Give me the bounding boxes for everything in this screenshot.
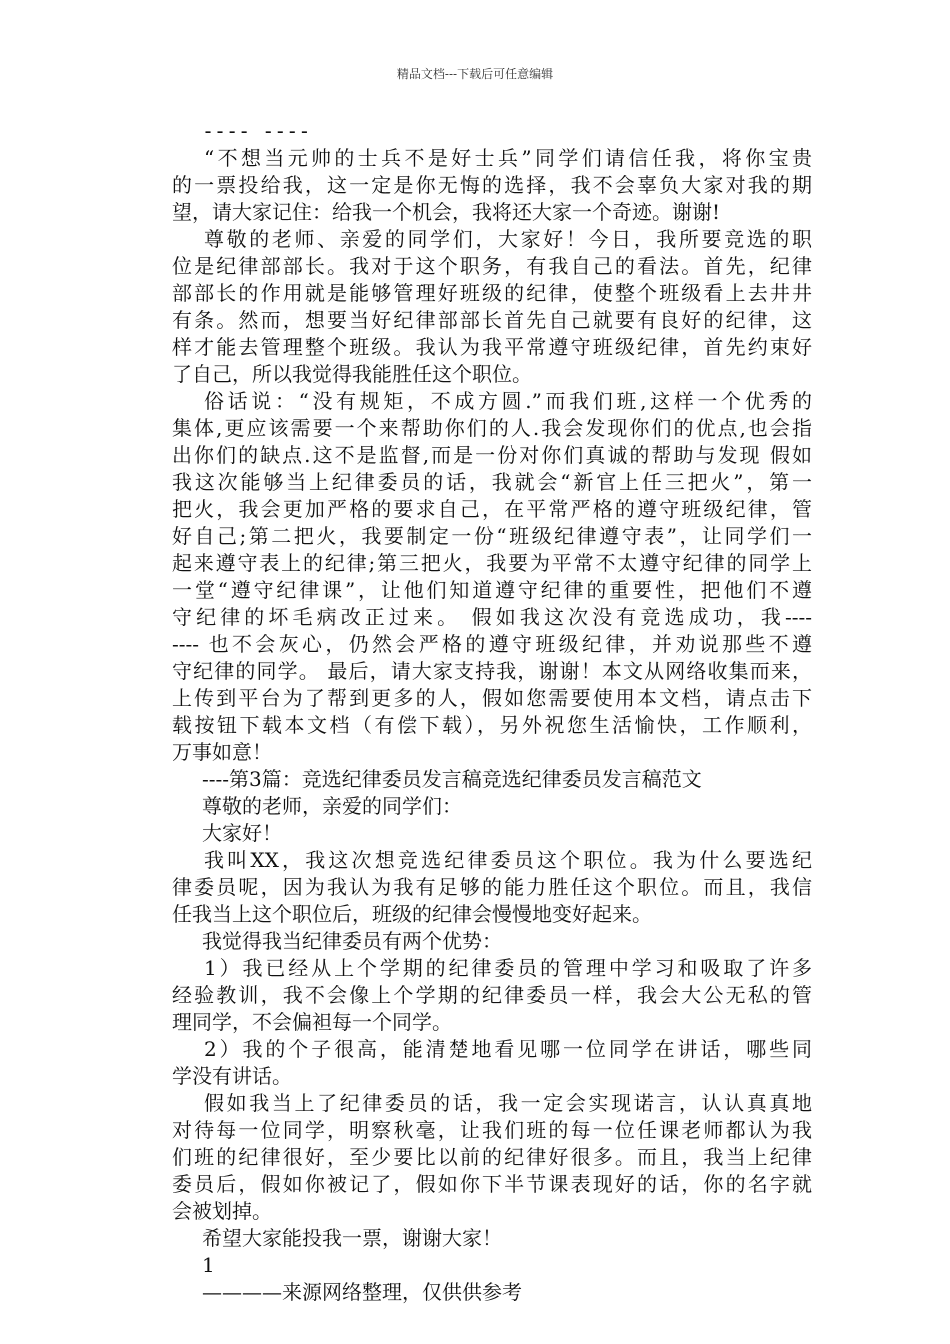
text-line: 我这次能够当上纪律委员的话，我就会“新官上任三把火”，第一	[172, 470, 812, 494]
text-line: 理同学，不会偏袒每一个同学。	[172, 1010, 452, 1034]
text-line: ---- 也不会灰心，仍然会严格的遵守班级纪律，并劝说那些不遵	[172, 632, 812, 656]
text-line: 集体,更应该需要一个来帮助你们的人.我会发现你们的优点,也会指	[172, 416, 812, 440]
text-line: 假如我当上了纪律委员的话，我一定会实现诺言，认认真真地	[204, 1091, 812, 1115]
text-line: 2）我的个子很高，能清楚地看见哪一位同学在讲话，哪些同	[204, 1037, 812, 1061]
separator-line: ---- ----	[202, 119, 311, 143]
text-line: “不想当元帅的士兵不是好士兵”同学们请信任我，将你宝贵	[204, 146, 812, 170]
text-line: 们班的纪律很好，至少要比以前的纪律好很多。而且，我当上纪律	[172, 1145, 812, 1169]
text-line: 载按钮下载本文档（有偿下载），另外祝您生活愉快，工作顺利，	[172, 713, 812, 737]
text-line: 委员后，假如你被记了，假如你下半节课表现好的话，你的名字就	[172, 1172, 812, 1196]
text-line: 律委员呢，因为我认为我有足够的能力胜任这个职位。而且，我信	[172, 875, 812, 899]
text-line: 起来遵守表上的纪律;第三把火，我要为平常不太遵守纪律的同学上	[172, 551, 812, 575]
source-note: ————来源网络整理，仅供供参考	[202, 1280, 522, 1304]
text-line: 的一票投给我，这一定是你无悔的选择，我不会辜负大家对我的期	[172, 173, 812, 197]
page-number: 1	[202, 1253, 215, 1277]
text-line: 学没有讲话。	[172, 1064, 292, 1088]
greeting: 大家好！	[202, 821, 282, 845]
text-line: 1）我已经从上个学期的纪律委员的管理中学习和吸取了许多	[204, 956, 812, 980]
salutation: 尊敬的老师，亲爱的同学们：	[202, 794, 462, 818]
text-line: 出你们的缺点.这不是监督,而是一份对你们真诚的帮助与发现 假如	[172, 443, 812, 467]
text-line: 我觉得我当纪律委员有两个优势：	[202, 929, 502, 953]
text-line: 了自己，所以我觉得我能胜任这个职位。	[172, 362, 532, 386]
text-line: 守纪律的坏毛病改正过来。 假如我这次没有竞选成功，我----	[172, 605, 812, 629]
text-line: 希望大家能投我一票，谢谢大家！	[202, 1226, 502, 1250]
text-line: 万事如意！	[172, 740, 272, 764]
text-line: 经验教训，我不会像上个学期的纪律委员一样，我会大公无私的管	[172, 983, 812, 1007]
section-title: ----第3篇：竞选纪律委员发言稿竞选纪律委员发言稿范文	[202, 767, 702, 791]
text-line: 一堂“遵守纪律课”，让他们知道遵守纪律的重要性，把他们不遵	[172, 578, 812, 602]
text-line: 上传到平台为了帮到更多的人，假如您需要使用本文档，请点击下	[172, 686, 812, 710]
page-header: 精品文档---下载后可任意编辑	[396, 67, 554, 81]
document-body	[172, 118, 812, 1306]
text-line: 对待每一位同学，明察秋毫，让我们班的每一位任课老师都认为我	[172, 1118, 812, 1142]
text-line: 有条。然而，想要当好纪律部部长首先自己就要有良好的纪律，这	[172, 308, 812, 332]
text-line: 任我当上这个职位后，班级的纪律会慢慢地变好起来。	[172, 902, 652, 926]
text-line: 样才能去管理整个班级。我认为我平常遵守班级纪律，首先约束好	[172, 335, 812, 359]
text-line: 俗话说：“没有规矩，不成方圆.”而我们班,这样一个优秀的	[204, 389, 812, 413]
text-line: 我叫XX，我这次想竞选纪律委员这个职位。我为什么要选纪	[204, 848, 812, 872]
text-line: 尊敬的老师、亲爱的同学们，大家好！今日，我所要竞选的职	[204, 227, 812, 251]
text-line: 好自己;第二把火，我要制定一份“班级纪律遵守表”，让同学们一	[172, 524, 812, 548]
text-line: 位是纪律部部长。我对于这个职务，有我自己的看法。首先，纪律	[172, 254, 812, 278]
text-line: 会被划掉。	[172, 1199, 272, 1223]
text-line: 把火，我会更加严格的要求自己，在平常严格的遵守班级纪律，管	[172, 497, 812, 521]
text-line: 部部长的作用就是能够管理好班级的纪律，使整个班级看上去井井	[172, 281, 812, 305]
text-line: 望，请大家记住：给我一个机会，我将还大家一个奇迹。谢谢!	[172, 200, 721, 224]
text-line: 守纪律的同学。 最后，请大家支持我，谢谢！本文从网络收集而来，	[172, 659, 812, 683]
